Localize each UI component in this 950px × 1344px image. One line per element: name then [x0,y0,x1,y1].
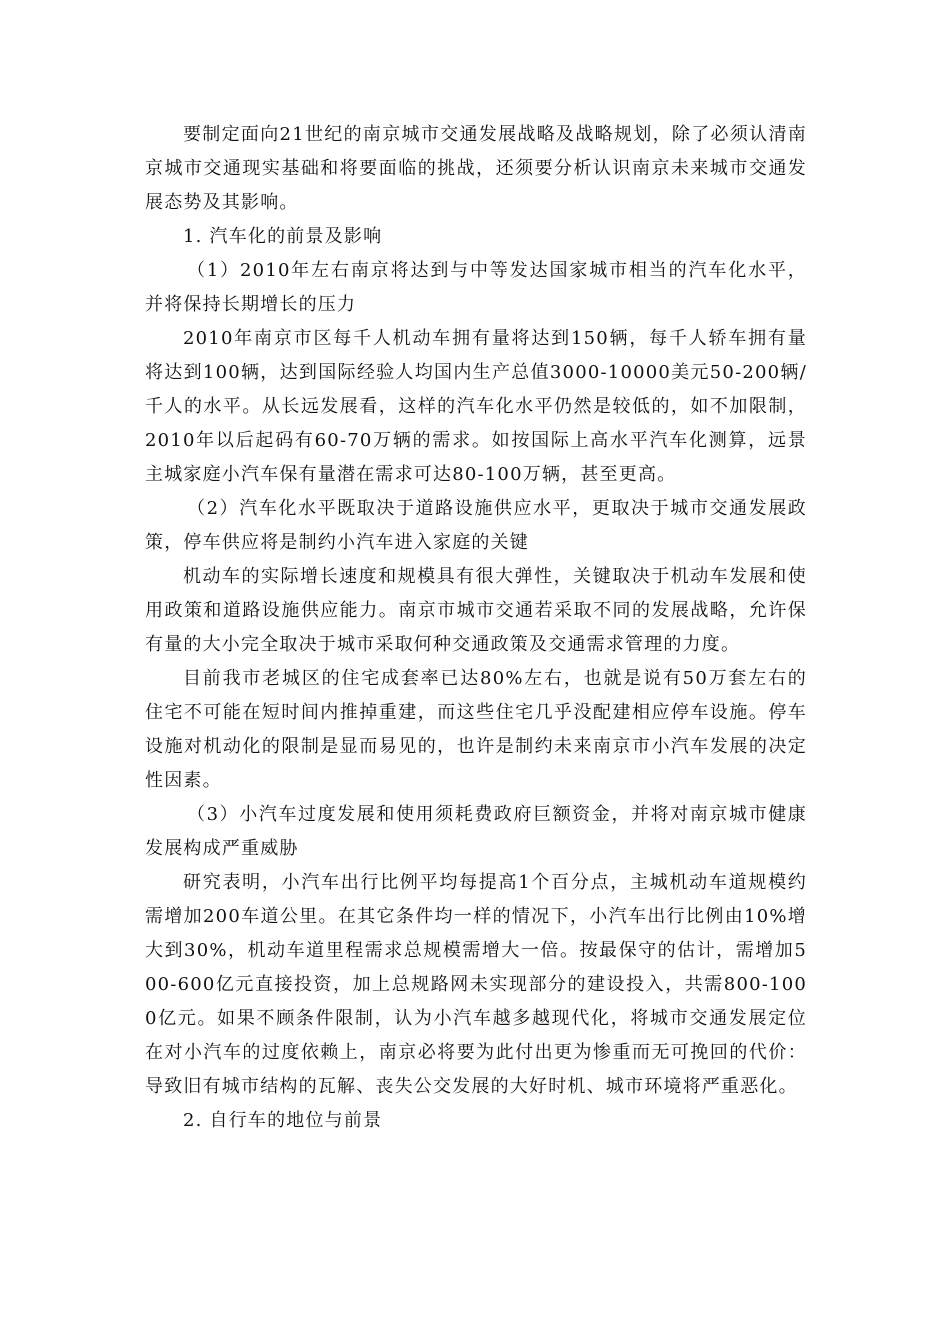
body-paragraph-4: 研究表明，小汽车出行比例平均每提高1个百分点，主城机动车道规模约需增加200车道公里。在其它条件均一样的情况下，小汽车出行比例由10%增大到30%，机动车道里程需求总规模需增大一倍。按最保守的估计，需增加500-600亿元直接投资，加上总规路网未实现部分的建设投入，共需800-1000亿元。如果不顾条件限制，认为小汽车越多越现代化，将城市交通发展定位在对小汽车的过度依赖上，南京必将要为此付出更为惨重而无可挽回的代价：导致旧有城市结构的瓦解、丧失公交发展的大好时机、城市环境将严重恶化。 [145,872,807,1097]
subheading-2: （2）汽车化水平既取决于道路设施供应水平，更取决于城市交通发展政策，停车供应将是制约小汽车进入家庭的关键 [145,498,807,553]
intro-paragraph: 要制定面向21世纪的南京城市交通发展战略及战略规划，除了必须认清南京城市交通现实基础和将要面临的挑战，还须要分析认识南京未来城市交通发展态势及其影响。 [145,124,807,213]
body-paragraph-1: 2010年南京市区每千人机动车拥有量将达到150辆，每千人轿车拥有量将达到100辆，达到国际经验人均国内生产总值3000-10000美元50-200辆/千人的水平。从长远发展看，这样的汽车化水平仍然是较低的，如不加限制，2010年以后起码有60-70万辆的需求。如按国际上高水平汽车化测算，远景主城家庭小汽车保有量潜在需求可达80-100万辆，甚至更高。 [145,328,808,485]
document-page [145,118,807,1138]
subheading-3: （3）小汽车过度发展和使用须耗费政府巨额资金，并将对南京城市健康发展构成严重威胁 [145,804,807,859]
body-paragraph-3: 目前我市老城区的住宅成套率已达80%左右，也就是说有50万套左右的住宅不可能在短时间内推掉重建，而这些住宅几乎没配建相应停车设施。停车设施对机动化的限制是显而易见的，也许是制约未来南京市小汽车发展的决定性因素。 [145,668,807,791]
section-heading-1: 1. 汽车化的前景及影响 [183,226,383,247]
section-heading-2: 2. 自行车的地位与前景 [183,1110,383,1131]
subheading-1: （1）2010年左右南京将达到与中等发达国家城市相当的汽车化水平，并将保持长期增长的压力 [145,260,807,315]
body-paragraph-2: 机动车的实际增长速度和规模具有很大弹性，关键取决于机动车发展和使用政策和道路设施供应能力。南京市城市交通若采取不同的发展战略，允许保有量的大小完全取决于城市采取何种交通政策及交通需求管理的力度。 [145,566,807,655]
